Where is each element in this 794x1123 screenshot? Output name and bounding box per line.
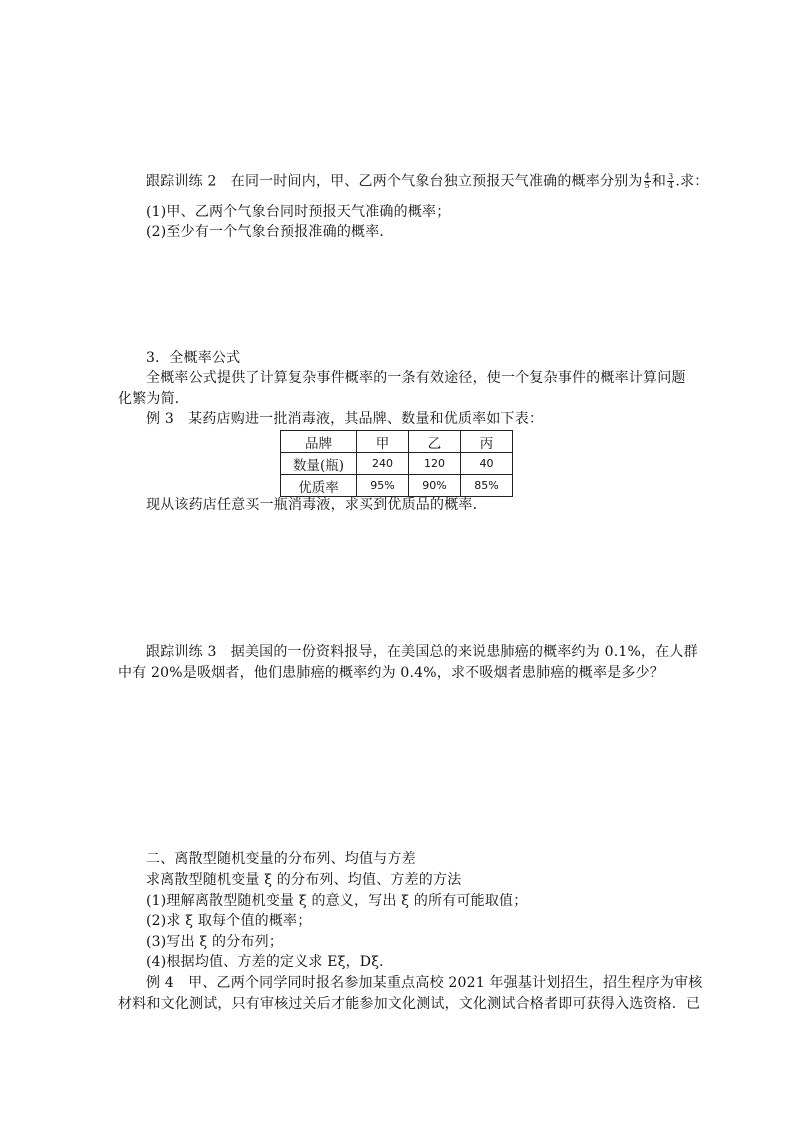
part2-step-4: (4)根据均值、方差的定义求 Eξ，Dξ． bbox=[146, 954, 394, 970]
example3-question: 现从该药店任意买一瓶消毒液，求买到优质品的概率． bbox=[146, 497, 487, 513]
table-cell: 40 bbox=[460, 453, 512, 475]
section3-paragraph-line1: 全概率公式提供了计算复杂事件概率的一条有效途径，使一个复杂事件的概率计算问题 bbox=[146, 370, 686, 386]
exercise2-question-2: (2)至少有一个气象台预报准确的概率． bbox=[146, 224, 394, 240]
table-header-row bbox=[281, 431, 513, 453]
fraction-denominator: 5 bbox=[644, 181, 650, 190]
table-cell: 95% bbox=[357, 475, 409, 497]
table-header-cell: 甲 bbox=[357, 431, 409, 453]
exercise2-question-1: (1)甲、乙两个气象台同时预报天气准确的概率； bbox=[146, 204, 451, 220]
part2-method-title: 求离散型随机变量 ξ 的分布列、均值、方差的方法 bbox=[146, 872, 462, 888]
table-row-label: 优质率 bbox=[281, 475, 357, 497]
table-cell: 120 bbox=[409, 453, 461, 475]
example4-line1: 例 4 甲、乙两个同学同时报名参加某重点高校 2021 年强基计划招生，招生程序为审核 bbox=[146, 975, 703, 991]
table-row-label: 数量(瓶) bbox=[281, 453, 357, 475]
example4-line2: 材料和文化测试，只有审核过关后才能参加文化测试，文化测试合格者即可获得入选资格．已 bbox=[118, 996, 701, 1012]
fraction-numerator: 4 bbox=[644, 172, 650, 181]
exercise2-intro-text: 跟踪训练 2 在同一时间内，甲、乙两个气象台独立预报天气准确的概率分别为 bbox=[146, 173, 643, 190]
section3-heading: 3．全概率公式 bbox=[146, 350, 241, 366]
and-word: 和 bbox=[651, 173, 667, 190]
part2-heading: 二、离散型随机变量的分布列、均值与方差 bbox=[146, 851, 416, 867]
exercise2-intro-end: .求： bbox=[675, 173, 709, 190]
table-row bbox=[281, 475, 513, 497]
table-header-cell: 品牌 bbox=[281, 431, 357, 453]
part2-step-1: (1)理解离散型随机变量 ξ 的意义，写出 ξ 的所有可能取值； bbox=[146, 893, 528, 909]
exercise3-line2: 中有 20%是吸烟者，他们患肺癌的概率约为 0.4%，求不吸烟者患肺癌的概率是多少？ bbox=[118, 665, 664, 681]
table-header-cell: 乙 bbox=[409, 431, 461, 453]
exercise2-intro bbox=[146, 173, 708, 190]
example3-intro: 例 3 某药店购进一批消毒液，其品牌、数量和优质率如下表： bbox=[146, 411, 544, 427]
fraction-numerator: 3 bbox=[668, 172, 674, 181]
table-header-cell: 丙 bbox=[460, 431, 512, 453]
part2-step-2: (2)求 ξ 取每个值的概率； bbox=[146, 913, 312, 929]
table-cell: 85% bbox=[460, 475, 512, 497]
fraction-four-fifths bbox=[644, 173, 651, 190]
fraction-denominator: 4 bbox=[668, 181, 674, 190]
section3-paragraph-line2: 化繁为简． bbox=[118, 391, 189, 407]
table-cell: 90% bbox=[409, 475, 461, 497]
table-row bbox=[281, 453, 513, 475]
part2-step-3: (3)写出 ξ 的分布列； bbox=[146, 934, 284, 950]
table-cell: 240 bbox=[357, 453, 409, 475]
disinfectant-table bbox=[280, 430, 513, 497]
fraction-three-quarters bbox=[667, 173, 674, 190]
exercise3-line1: 跟踪训练 3 据美国的一份资料报导，在美国总的来说患肺癌的概率约为 0.1%，在人群 bbox=[146, 644, 698, 660]
